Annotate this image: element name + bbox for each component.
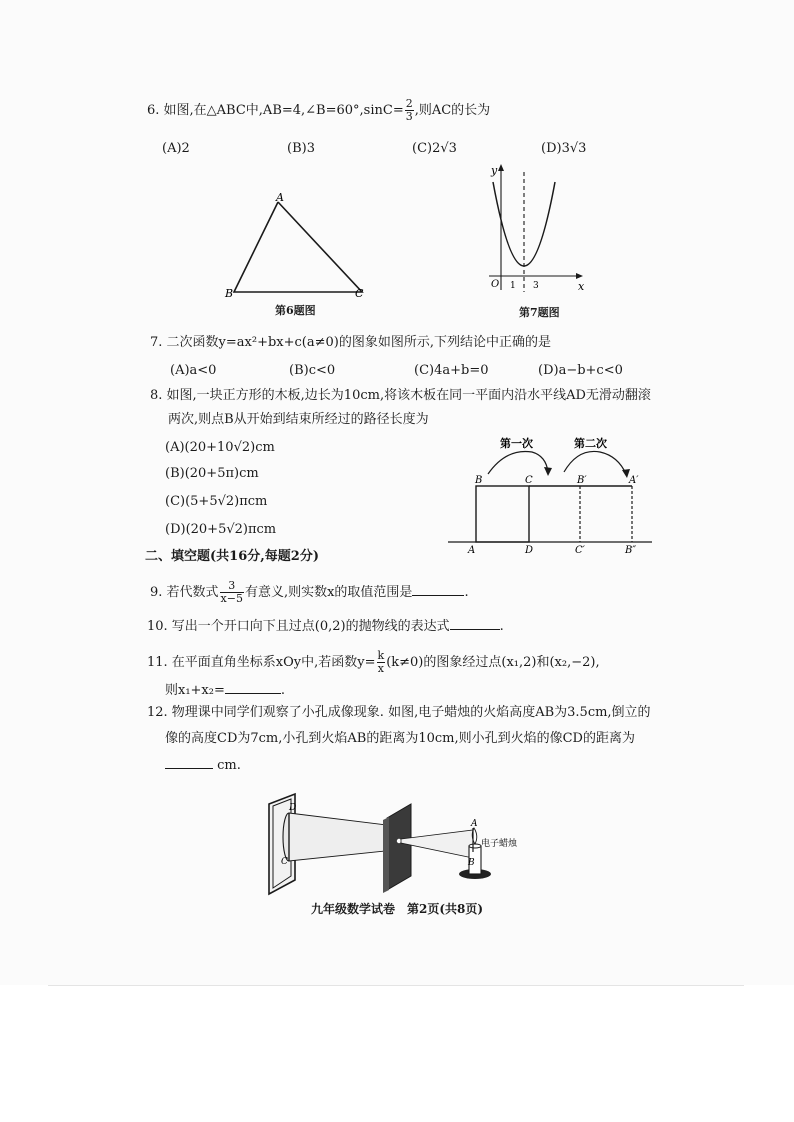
square-board-abcd bbox=[476, 486, 529, 542]
q6-option-b: (B)3 bbox=[287, 141, 315, 156]
q12-line3 bbox=[165, 756, 241, 775]
q8-option-a: (A)(20+10√2)cm bbox=[165, 440, 275, 455]
q12-pinhole-figure bbox=[265, 790, 545, 898]
q7-figure-caption: 第7题图 bbox=[519, 306, 560, 319]
vertex-a-label: A bbox=[276, 191, 284, 204]
q7-option-b: (B)c<0 bbox=[289, 363, 336, 378]
q11-end-mark: . bbox=[280, 683, 286, 698]
tick-3-label: 3 bbox=[533, 281, 539, 291]
candle-label: 电子蜡烛 bbox=[481, 839, 518, 849]
q11-frac-num: k bbox=[377, 649, 385, 662]
q6-option-d: (D)3√3 bbox=[541, 141, 587, 156]
q6-stem bbox=[147, 98, 490, 123]
page-edge bbox=[48, 985, 744, 986]
q9-stem-text: 9. 若代数式 bbox=[150, 585, 219, 600]
point-c-label: C bbox=[525, 475, 533, 486]
q11-answer-blank[interactable] bbox=[225, 681, 281, 694]
q6-option-c: (C)2√3 bbox=[412, 141, 457, 156]
q9-stem-tail: 有意义,则实数x的取值范围是 bbox=[244, 585, 413, 600]
tick-1-label: 1 bbox=[510, 281, 516, 291]
q8-option-c: (C)(5+5√2)πcm bbox=[165, 494, 268, 509]
q6-stem-text: 6. 如图,在△ABC中,AB=4,∠B=60°,sinC= bbox=[147, 103, 404, 118]
q6-frac-den: 3 bbox=[405, 110, 413, 123]
origin-label: O bbox=[491, 279, 500, 290]
first-roll-arrowhead bbox=[544, 467, 552, 476]
point-c-prime-label: C′ bbox=[575, 545, 585, 556]
q7-option-a: (A)a<0 bbox=[170, 363, 217, 378]
q7-option-c: (C)4a+b=0 bbox=[414, 363, 489, 378]
pinhole-board-side bbox=[383, 817, 389, 893]
q8-stem-line2: 两次,则点B从开始到结束所经过的路径长度为 bbox=[168, 412, 429, 427]
first-roll-arrow bbox=[488, 451, 548, 474]
q8-option-b: (B)(20+5π)cm bbox=[165, 466, 259, 481]
q11-line2 bbox=[165, 681, 285, 700]
q10-end-mark: . bbox=[499, 619, 504, 634]
pinhole-board bbox=[387, 804, 411, 890]
q7-parabola-figure bbox=[483, 160, 588, 300]
x-axis-arrow bbox=[576, 273, 583, 279]
first-roll-label: 第一次 bbox=[500, 437, 533, 450]
image-point-c-label: C bbox=[281, 857, 288, 867]
q6-option-a: (A)2 bbox=[162, 141, 190, 156]
q10-answer-blank[interactable] bbox=[450, 617, 500, 630]
q8-option-d: (D)(20+5√2)πcm bbox=[165, 522, 277, 537]
q10-stem bbox=[147, 617, 504, 636]
q9-stem bbox=[150, 580, 469, 605]
q9-frac-num: 3 bbox=[220, 580, 244, 593]
point-d-label: D bbox=[525, 545, 534, 556]
point-b-label: B bbox=[475, 475, 483, 486]
q8-stem-line1: 8. 如图,一块正方形的木板,边长为10cm,将该木板在同一平面内沿水平线AD无滑动翻滚 bbox=[150, 388, 651, 403]
q11-stem-tail: (k≠0)的图象经过点(x₁,2)和(x₂,−2), bbox=[386, 655, 600, 670]
point-b-prime-label: B′ bbox=[577, 475, 587, 486]
q11-stem-text: 11. 在平面直角坐标系xOy中,若函数y= bbox=[147, 655, 376, 670]
q6-stem-tail: ,则AC的长为 bbox=[414, 103, 491, 118]
q8-rolling-board-figure bbox=[448, 434, 660, 556]
q11-frac-den: x bbox=[377, 662, 384, 675]
triangle-abc bbox=[234, 202, 362, 292]
q9-end-mark: . bbox=[464, 585, 469, 600]
flame-point-b-label: B bbox=[468, 858, 475, 868]
flame-point-a-label: A bbox=[471, 819, 478, 829]
vertex-b-label: B bbox=[225, 287, 234, 300]
q6-figure-caption: 第6题图 bbox=[275, 304, 316, 317]
y-axis-label: y bbox=[491, 164, 498, 177]
image-point-d-label: D bbox=[289, 803, 297, 813]
q10-stem-text: 10. 写出一个开口向下且过点(0,2)的抛物线的表达式 bbox=[147, 619, 450, 634]
light-cone-right bbox=[401, 830, 473, 858]
x-axis-label: x bbox=[578, 280, 585, 293]
q9-answer-blank[interactable] bbox=[412, 583, 464, 596]
q6-fraction bbox=[405, 98, 414, 123]
q11-fraction bbox=[377, 650, 386, 675]
q6-triangle-figure bbox=[222, 190, 372, 302]
point-a-label: A bbox=[468, 545, 476, 556]
section-2-title: 二、填空题(共16分,每题2分) bbox=[145, 549, 319, 564]
q12-line3-text: cm. bbox=[217, 758, 241, 773]
second-roll-arrow bbox=[564, 451, 626, 474]
q11-stem bbox=[147, 650, 600, 675]
point-b-double-prime-label: B″ bbox=[625, 545, 637, 556]
point-a-prime-label: A′ bbox=[629, 475, 639, 486]
pinhole bbox=[397, 839, 401, 843]
q9-fraction bbox=[220, 580, 244, 605]
light-cone-left bbox=[289, 813, 395, 861]
q12-line2: 像的高度CD为7cm,小孔到火焰AB的距离为10cm,则小孔到火焰的像CD的距离为 bbox=[165, 731, 635, 746]
q12-answer-blank[interactable] bbox=[165, 756, 213, 769]
q11-line2-text: 则x₁+x₂= bbox=[165, 683, 225, 698]
q9-frac-den: x−5 bbox=[220, 592, 243, 605]
second-roll-label: 第二次 bbox=[574, 437, 607, 450]
page-footer: 九年级数学试卷 第2页(共8页) bbox=[311, 902, 484, 916]
q7-stem: 7. 二次函数y=ax²+bx+c(a≠0)的图象如图所示,下列结论中正确的是 bbox=[150, 335, 551, 350]
q12-line1: 12. 物理课中同学们观察了小孔成像现象. 如图,电子蜡烛的火焰高度AB为3.5cm,倒立的 bbox=[147, 705, 651, 720]
y-axis-arrow bbox=[498, 164, 504, 171]
q7-option-d: (D)a−b+c<0 bbox=[538, 363, 623, 378]
q6-frac-num: 2 bbox=[405, 97, 413, 110]
vertex-c-label: C bbox=[355, 287, 364, 300]
